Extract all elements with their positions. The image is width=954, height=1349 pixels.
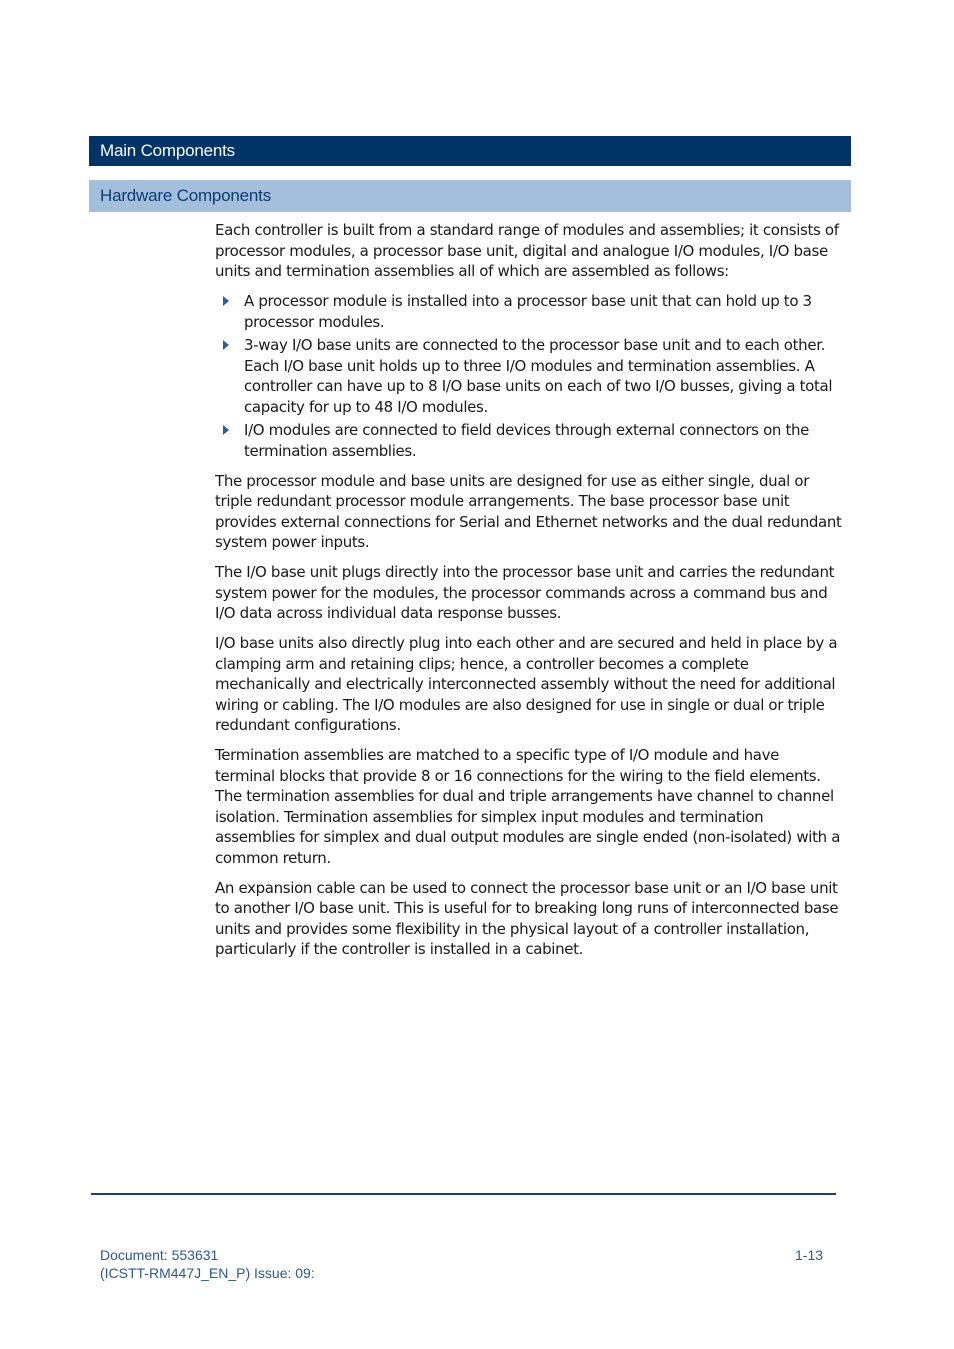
bullet-item: [215, 420, 843, 461]
component-bullet-list: [215, 291, 843, 461]
hardware-components-heading: Hardware Components: [89, 180, 851, 212]
bullet-text: I/O modules are connected to field devices through external connectors on the termination assemblies.: [244, 421, 810, 460]
issue-info: (ICSTT-RM447J_EN_P) Issue: 09:: [100, 1265, 315, 1281]
bullet-item: [215, 335, 843, 417]
main-components-heading: Main Components: [89, 136, 851, 166]
document-number: Document: 553631: [100, 1247, 219, 1263]
bullet-item: [215, 291, 843, 332]
intro-paragraph: Each controller is built from a standard range of modules and assemblies; it consists of processor modules, a processor base unit, digital and analogue I/O modules, I/O base units and termination assemblies all of which are assembled as follows:: [215, 221, 839, 280]
triangle-right-icon: [223, 296, 229, 306]
body-paragraph: The I/O base unit plugs directly into the processor base unit and carries the redundant system power for the modules, the processor commands across a command bus and I/O data across individual data response busses.: [215, 563, 835, 622]
triangle-right-icon: [223, 340, 229, 350]
triangle-right-icon: [223, 425, 229, 435]
footer-divider: [91, 1193, 836, 1195]
bullet-text: A processor module is installed into a processor base unit that can hold up to 3 processor modules.: [244, 292, 812, 331]
body-paragraph: I/O base units also directly plug into each other and are secured and held in place by a clamping arm and retaining clips; hence, a controller becomes a complete mechanically and electrically interconnected assembly without the need for additional wiring or cabling. The I/O modules are also designed for use in single or dual or triple redundant configurations.: [215, 634, 838, 734]
page-number: 1-13: [795, 1247, 824, 1263]
body-paragraph: An expansion cable can be used to connect the processor base unit or an I/O base unit to another I/O base unit. This is useful for to breaking long runs of interconnected base units and provides some flexibility in the physical layout of a controller installation, particularly if the controller is installed in a cabinet.: [215, 878, 839, 958]
body-content: [215, 220, 843, 969]
footer-document-info: [100, 1246, 315, 1282]
bullet-text: 3-way I/O base units are connected to the processor base unit and to each other. Each I/O base unit holds up to three I/O modules and termination assemblies. A controller can have up to 8 I/O base units on each of two I/O busses, giving a total capacity for up to 48 I/O modules.: [244, 336, 833, 416]
body-paragraph: The processor module and base units are designed for use as either single, dual or triple redundant processor module arrangements. The base processor base unit provides external connections for Serial and Ethernet networks and the dual redundant system power inputs.: [215, 471, 842, 551]
body-paragraph: Termination assemblies are matched to a specific type of I/O module and have terminal blocks that provide 8 or 16 connections for the wiring to the field elements. The termination assemblies for dual and triple arrangements have channel to channel isolation. Termination assemblies for simplex input modules and termination assemblies for simplex and dual output modules are single ended (non-isolated) with a common return.: [215, 746, 841, 867]
